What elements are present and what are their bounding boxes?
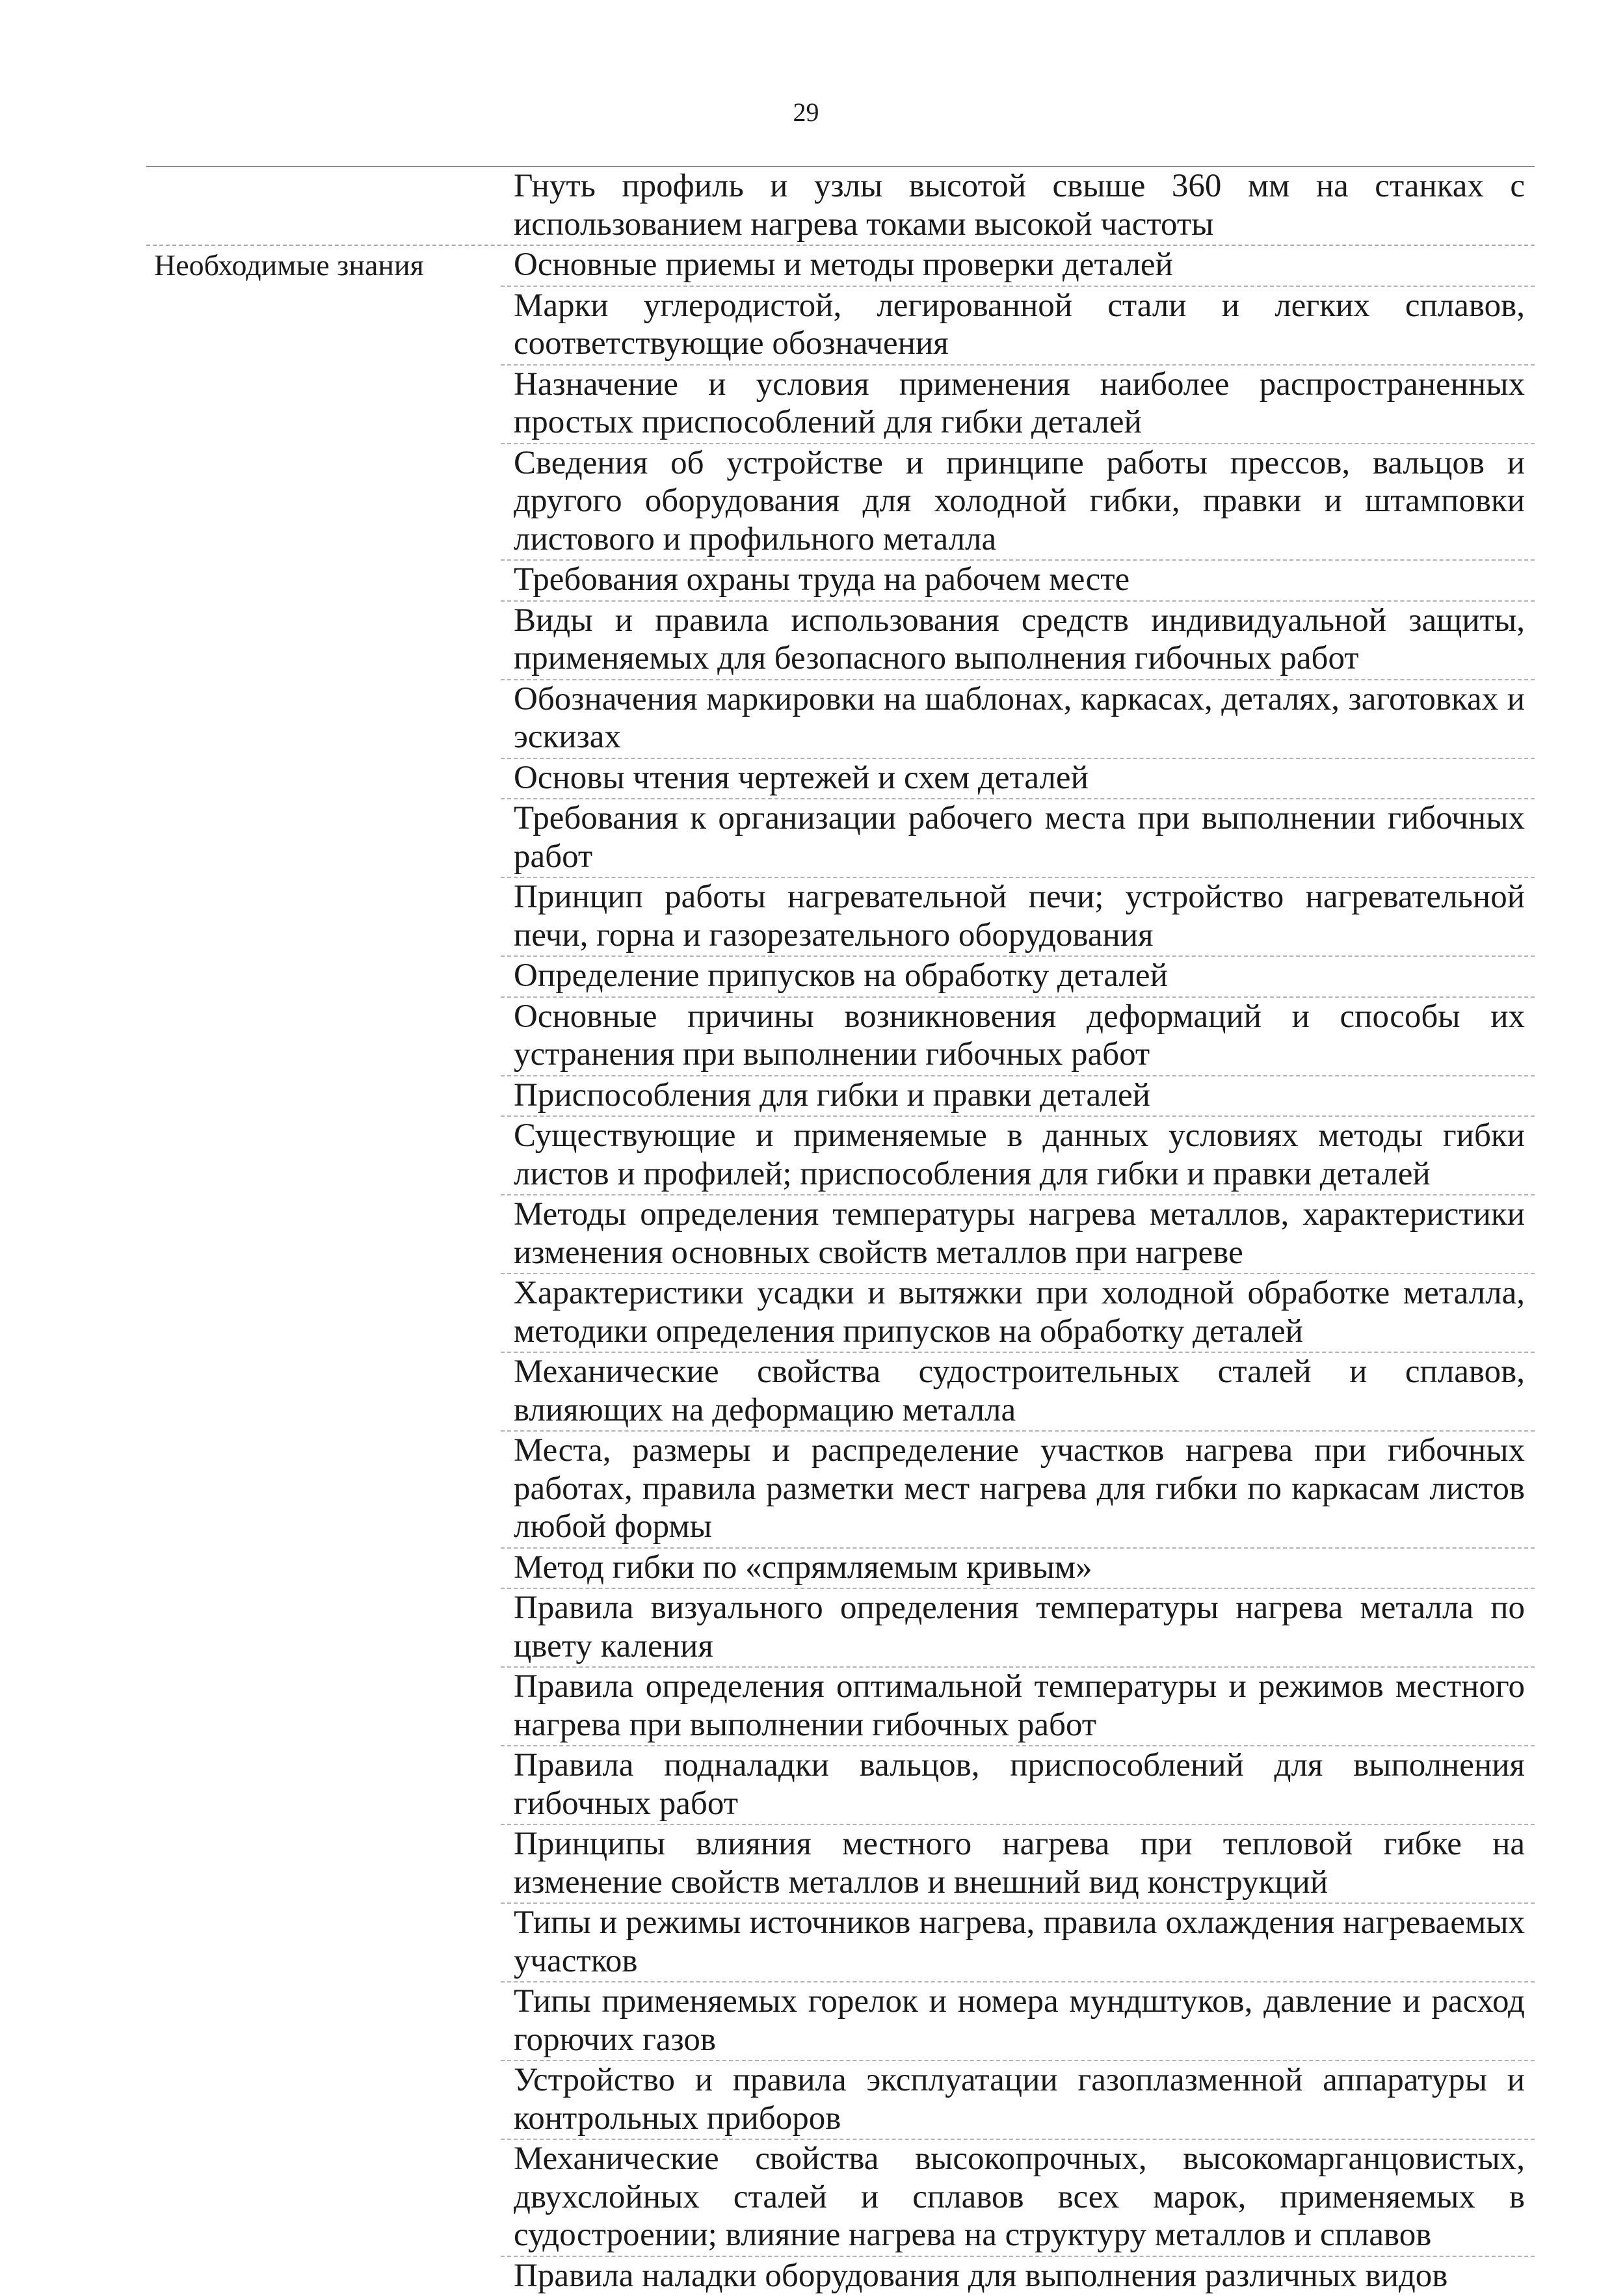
knowledge-item-text: Правила подналадки вальцов, приспособлений для выполнения гибочных работ <box>501 1746 1535 1824</box>
knowledge-item <box>501 1982 1535 2061</box>
knowledge-item <box>501 246 1535 287</box>
knowledge-item <box>501 1668 1535 1746</box>
knowledge-item-text: Места, размеры и распределение участков нагрева при гибочных работах, правила разметки мест нагрева для гибки по каркасам листов любой формы <box>501 1432 1535 1547</box>
knowledge-item <box>501 2257 1535 2296</box>
knowledge-item-text: Метод гибки по «спрямляемым кривым» <box>501 1549 1535 1588</box>
knowledge-item-text: Правила определения оптимальной температуры и режимов местного нагрева при выполнении гибочных работ <box>501 1668 1535 1745</box>
knowledge-item <box>501 878 1535 957</box>
knowledge-item <box>501 1274 1535 1353</box>
knowledge-section <box>146 246 1535 2296</box>
knowledge-item <box>501 680 1535 759</box>
knowledge-item-text: Основные приемы и методы проверки деталей <box>501 246 1535 286</box>
knowledge-item-text: Механические свойства высокопрочных, высокомарганцовистых, двухслойных сталей и сплавов всех марок, применяемых в судостроении; влияние нагрева на структуру металлов и сплавов <box>501 2140 1535 2256</box>
knowledge-item <box>501 1432 1535 1549</box>
knowledge-item <box>501 1589 1535 1668</box>
knowledge-item <box>501 561 1535 602</box>
knowledge-item-text: Требования охраны труда на рабочем месте <box>501 561 1535 600</box>
knowledge-item-text: Требования к организации рабочего места при выполнении гибочных работ <box>501 799 1535 877</box>
knowledge-item-text: Правила визуального определения температуры нагрева металла по цвету каления <box>501 1589 1535 1666</box>
page-number: 29 <box>0 96 1612 129</box>
knowledge-item <box>501 957 1535 998</box>
knowledge-item <box>501 1746 1535 1825</box>
knowledge-item-text: Существующие и применяемые в данных условиях методы гибки листов и профилей; приспособления для гибки и правки деталей <box>501 1117 1535 1194</box>
knowledge-item <box>501 799 1535 878</box>
knowledge-item-text: Приспособления для гибки и правки деталей <box>501 1076 1535 1116</box>
knowledge-item-text: Обозначения маркировки на шаблонах, каркасах, деталях, заготовках и эскизах <box>501 680 1535 758</box>
row-text: Гнуть профиль и узлы высотой свыше 360 мм на станках с использованием нагрева токами высокой частоты <box>501 167 1535 245</box>
knowledge-item <box>501 1117 1535 1195</box>
knowledge-item-text: Типы и режимы источников нагрева, правила охлаждения нагреваемых участков <box>501 1904 1535 1981</box>
knowledge-item <box>501 2061 1535 2140</box>
knowledge-item <box>501 2140 1535 2257</box>
knowledge-item-text: Основные причины возникновения деформаций и способы их устранения при выполнении гибочных работ <box>501 998 1535 1075</box>
knowledge-item-text: Механические свойства судостроительных сталей и сплавов, влияющих на деформацию металла <box>501 1353 1535 1430</box>
knowledge-item-text: Назначение и условия применения наиболее распространенных простых приспособлений для гибки деталей <box>501 366 1535 443</box>
section-label: Необходимые знания <box>146 246 501 2296</box>
knowledge-item-text: Определение припусков на обработку деталей <box>501 957 1535 996</box>
requirements-table <box>146 166 1535 2296</box>
knowledge-item <box>501 1904 1535 1982</box>
knowledge-item-text: Характеристики усадки и вытяжки при холодной обработке металла, методики определения припусков на обработку деталей <box>501 1274 1535 1352</box>
knowledge-item <box>501 998 1535 1076</box>
knowledge-item-text: Правила наладки оборудования для выполнения различных видов <box>501 2257 1535 2296</box>
knowledge-item <box>501 1549 1535 1590</box>
knowledge-item-text: Принцип работы нагревательной печи; устройство нагревательной печи, горна и газорезательного оборудования <box>501 878 1535 955</box>
knowledge-item <box>501 1825 1535 1904</box>
knowledge-item <box>501 444 1535 561</box>
knowledge-item <box>501 287 1535 366</box>
knowledge-item <box>501 366 1535 444</box>
knowledge-item-text: Устройство и правила эксплуатации газоплазменной аппаратуры и контрольных приборов <box>501 2061 1535 2139</box>
knowledge-item-text: Методы определения температуры нагрева металлов, характеристики изменения основных свойств металлов при нагреве <box>501 1195 1535 1273</box>
knowledge-item-text: Типы применяемых горелок и номера мундштуков, давление и расход горючих газов <box>501 1982 1535 2060</box>
knowledge-item <box>501 602 1535 680</box>
knowledge-item-text: Основы чтения чертежей и схем деталей <box>501 759 1535 799</box>
knowledge-item-text: Сведения об устройстве и принципе работы прессов, вальцов и другого оборудования для холодной гибки, правки и штамповки листового и профильного металла <box>501 444 1535 560</box>
knowledge-item <box>501 1195 1535 1274</box>
knowledge-item <box>501 1076 1535 1117</box>
knowledge-item-text: Марки углеродистой, легированной стали и легких сплавов, соответствующие обозначения <box>501 287 1535 364</box>
table-row <box>146 167 1535 246</box>
knowledge-item <box>501 1353 1535 1432</box>
knowledge-list <box>501 246 1535 2296</box>
content-cell <box>501 167 1535 245</box>
knowledge-item-text: Принципы влияния местного нагрева при тепловой гибке на изменение свойств металлов и внешний вид конструкций <box>501 1825 1535 1902</box>
knowledge-item <box>501 759 1535 800</box>
empty-label-cell <box>146 167 501 245</box>
knowledge-item-text: Виды и правила использования средств индивидуальной защиты, применяемых для безопасного выполнения гибочных работ <box>501 602 1535 679</box>
